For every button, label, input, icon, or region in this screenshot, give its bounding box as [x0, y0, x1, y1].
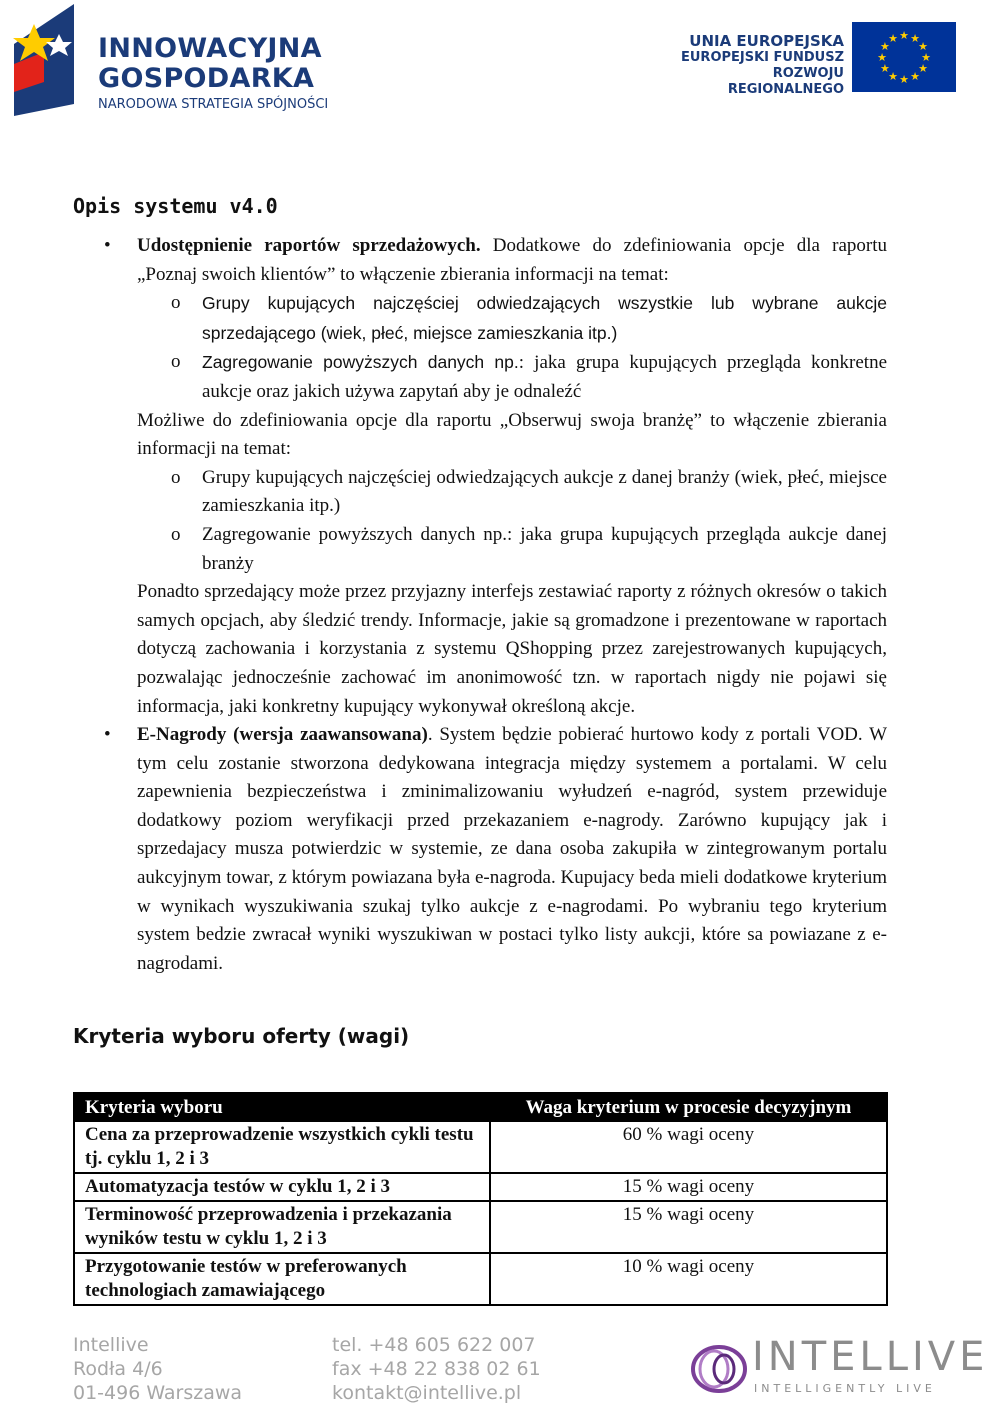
intellive-logo [690, 1334, 988, 1400]
footer-city: 01-496 Warszawa [73, 1382, 243, 1404]
eu-star-icon: ★ [918, 62, 928, 75]
paragraph: Ponadto sprzedający może przez przyjazny interfejs zestawiać raporty z różnych okresów o takich samych opcjach, aby śledzić trendy. Informacje, jakie są gromadzone i prezentowane w raportach dotyczą zachowania i korzystania z systemu QShopping przez zarejestrowanych kupujących, pozwalając jednocześnie zachować im anonimowość tzn. w raportach nigdy nie pojawi się informacja, jaki konkretny kupujący wykonywał określoną akcje. [137, 581, 887, 717]
eu-star-icon: ★ [880, 62, 890, 75]
document-body [73, 232, 887, 978]
logo-line-1: INNOWACYJNA [98, 33, 322, 64]
eu-star-icon: ★ [880, 40, 890, 53]
sub-item [73, 289, 887, 348]
table-row [74, 1173, 887, 1201]
eu-logo [656, 22, 956, 97]
table-row [74, 1253, 887, 1305]
footer-fax: fax +48 22 838 02 61 [332, 1358, 541, 1380]
footer-contact [332, 1333, 541, 1405]
column-header-weight: Waga kryterium w procesie decyzyjnym [490, 1093, 887, 1121]
page-title: Opis systemu v4.0 [73, 194, 278, 218]
footer-email[interactable]: kontakt@intellive.pl [332, 1382, 522, 1404]
criteria-table [73, 1092, 888, 1306]
criterion-cell: Automatyzacja testów w cyklu 1, 2 i 3 [74, 1173, 490, 1201]
eu-star-icon: ★ [910, 31, 920, 45]
sub-item [73, 464, 887, 521]
star-flag-icon [4, 4, 94, 116]
footer-address [73, 1333, 242, 1405]
sub-item-text: Zagregowanie powyższych danych np. [202, 352, 519, 373]
criterion-cell: Terminowość przeprowadzenia i przekazania wyników testu w cyklu 1, 2 i 3 [74, 1201, 490, 1253]
logo-word: INTELLIVE [752, 1334, 988, 1380]
eu-line-3: ROZWOJU REGIONALNEGO [727, 66, 844, 97]
eu-star-icon: ★ [918, 40, 928, 53]
footer-company: Intellive [73, 1334, 149, 1356]
eu-star-icon: ★ [888, 31, 898, 45]
eu-star-icon: ★ [899, 29, 909, 42]
intellive-mark-icon [690, 1342, 748, 1396]
column-header-criterion: Kryteria wyboru [74, 1093, 490, 1121]
sub-item [73, 348, 887, 406]
footer-street: Rodła 4/6 [73, 1358, 163, 1380]
criterion-cell: Cena za przeprowadzenie wszystkich cykli testu tj. cyklu 1, 2 i 3 [74, 1121, 490, 1173]
sub-item-text: : jaka grupa kupujących przegląda konkretne aukcje oraz jakich używa zapytań aby je odnaleźć [202, 352, 887, 402]
eu-flag-icon [852, 22, 956, 92]
criterion-cell: Przygotowanie testów w preferowanych technologiach zamawiającego [74, 1253, 490, 1305]
table-row [74, 1201, 887, 1253]
eu-line-2: EUROPEJSKI FUNDUSZ [681, 50, 844, 65]
footer-tel: tel. +48 605 622 007 [332, 1334, 536, 1356]
bullet-icon: • [104, 724, 111, 746]
bullet-item-e-nagrody [73, 721, 887, 978]
sub-item-text: : jaka grupa kupujących przegląda aukcje danej branży [202, 523, 888, 574]
sub-item [73, 521, 887, 578]
sub-item-text: Zagregowanie powyższych danych np. [202, 523, 508, 545]
eu-star-icon: ★ [921, 51, 931, 64]
paragraph-text: . System będzie pobierać hurtowo kody z portali VOD. W tym celu zostanie stworzona dedykowana integracja między systemem a portalami. W celu zapewnienia bezpieczeństwa i zminimalizowaniu wyłudzeń e-nagród, system przewiduje dodatkowy poziom weryfikacji przed przekazaniem e-nagrody. Zarówno kupujący jak i sprzedajacy musza potwierdzic w systemie, ze dana osoba zakupiła w zintegrowanym portalu aukcyjnym towar, z którym powiazana była e-nagroda. Kupujacy beda mieli dodatkowe kryterium w wynikach wyszukiwania szukaj tylko aukcje z e-nagrodami. Po wybraniu tego kryterium system bedzie zwracał wyniki wyszukiwan w postaci tylko listy aukcji, które sa powiazane z e-nagrodami. [137, 724, 888, 974]
sub-bullet-icon: o [171, 523, 181, 545]
eu-star-icon: ★ [910, 70, 920, 84]
section-heading: Udostępnienie raportów sprzedażowych. [137, 235, 481, 256]
logo-line-2: GOSPODARKA [98, 63, 315, 94]
weight-cell: 10 % wagi oceny [490, 1253, 887, 1305]
logo-tagline: INTELLIGENTLY LIVE [754, 1382, 936, 1395]
sub-bullet-icon: o [171, 292, 181, 314]
logo-line-3: NARODOWA STRATEGIA SPÓJNOŚCI [98, 97, 329, 112]
section-heading: E-Nagrody (wersja zaawansowana) [137, 724, 428, 746]
sub-bullet-icon: o [171, 351, 181, 373]
weight-cell: 60 % wagi oceny [490, 1121, 887, 1173]
paragraph-text: Dodatkowe do zdefiniowania opcje dla raportu „Poznaj swoich klientów” to włączenie zbierania informacji na temat: [137, 235, 887, 285]
weight-cell: 15 % wagi oceny [490, 1173, 887, 1201]
sub-bullet-icon: o [171, 466, 181, 488]
criteria-heading: Kryteria wyboru oferty (wagi) [73, 1024, 410, 1048]
bullet-item-reports [73, 232, 887, 289]
weight-cell: 15 % wagi oceny [490, 1201, 887, 1253]
eu-star-icon: ★ [899, 73, 909, 86]
eu-star-icon: ★ [877, 51, 887, 64]
bullet-icon: • [104, 235, 111, 256]
table-header-row [74, 1093, 887, 1121]
table-row [74, 1121, 887, 1173]
paragraph: Możliwe do zdefiniowania opcje dla raportu „Obserwuj swoja branżę” to włączenie zbierania informacji na temat: [137, 409, 887, 460]
eu-star-icon: ★ [888, 70, 898, 84]
sub-item-text: Grupy kupujących najczęściej odwiedzających wszystkie lub wybrane aukcje sprzedającego (wiek, płeć, miejsce zamieszkania itp.) [202, 293, 887, 343]
eu-line-1: UNIA EUROPEJSKA [689, 32, 844, 50]
innowacyjna-gospodarka-logo [4, 4, 344, 116]
sub-item-text: Grupy kupujących najczęściej odwiedzających aukcje z danej branży (wiek, płeć, miejsce zamieszkania itp.) [202, 466, 887, 517]
